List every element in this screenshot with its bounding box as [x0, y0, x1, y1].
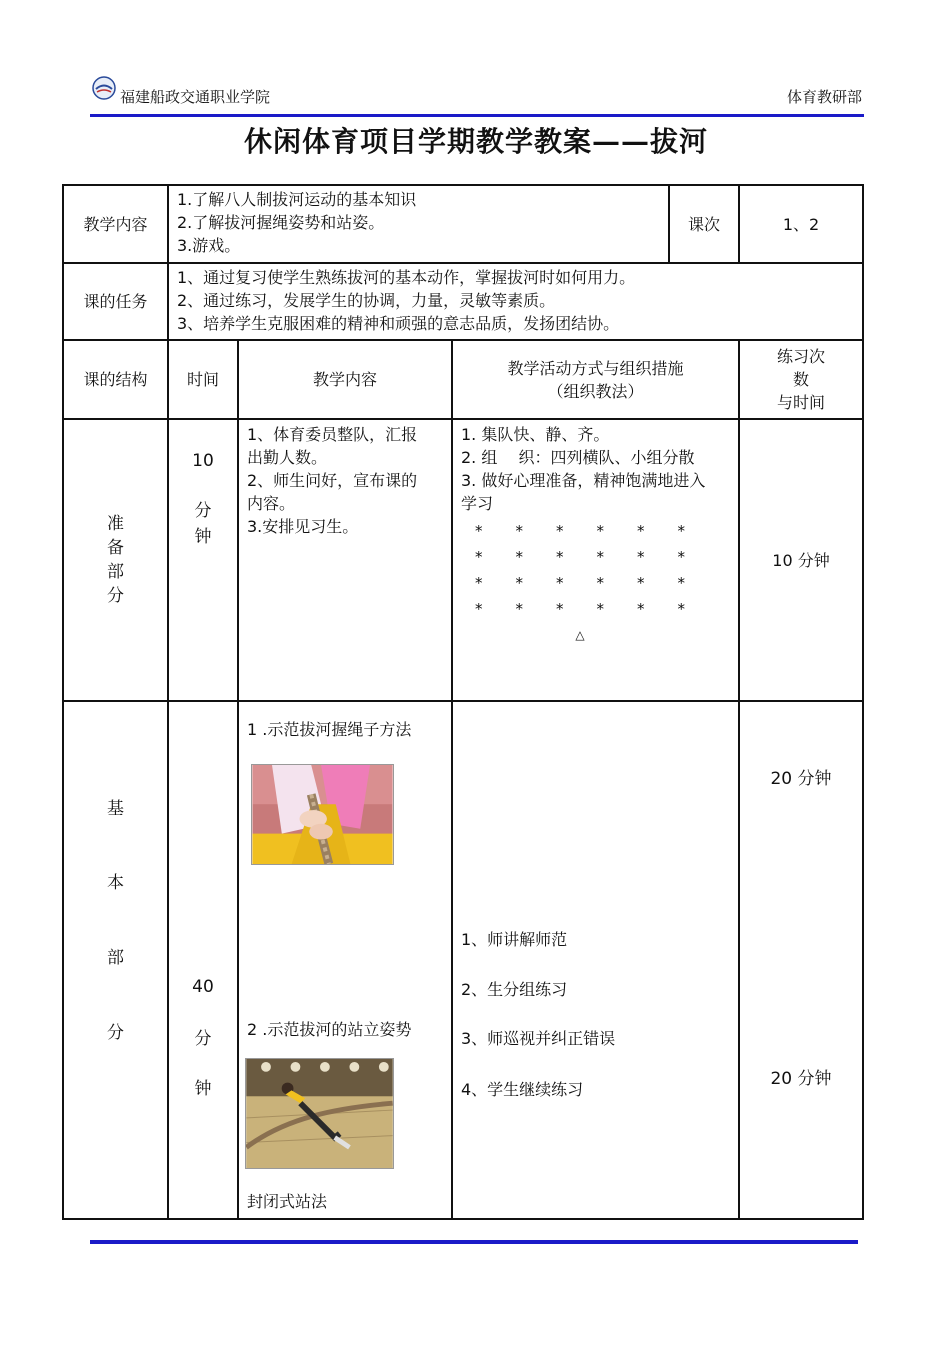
prep-method-line: 2. 组 织：四列横队、小组分散	[461, 448, 695, 467]
stance-demo-title: 2 .示范拔河的站立姿势	[247, 1020, 412, 1039]
tasks-cell	[168, 263, 863, 340]
standing-posture-photo	[245, 1058, 394, 1169]
student-marker: *	[596, 600, 604, 618]
formation-row	[475, 596, 685, 622]
dept-name: 体育教研部	[786, 88, 862, 106]
student-marker: *	[637, 574, 645, 592]
lesson-number-value: 1、2	[739, 185, 863, 263]
prep-method	[452, 419, 739, 701]
student-marker: *	[596, 574, 604, 592]
page-title: 休闲体育项目学期教学教案——拔河	[243, 125, 708, 158]
row-tasks	[63, 263, 863, 340]
student-marker: *	[475, 522, 483, 540]
basic-practice	[739, 701, 863, 1219]
prep-method-line: 1. 集队快、静、齐。	[461, 425, 610, 444]
grip-demo-title: 1 .示范拔河握绳子方法	[247, 720, 412, 739]
label-teaching-content: 教学内容	[63, 185, 168, 263]
student-marker: *	[515, 548, 523, 566]
basic-label-char: 分	[107, 1023, 124, 1043]
basic-practice-time: 20 分钟	[770, 769, 832, 789]
page-header	[90, 72, 864, 114]
student-marker: *	[475, 574, 483, 592]
teaching-content-cell	[168, 185, 669, 263]
header-content: 教学内容	[238, 340, 452, 419]
row-teaching-content	[63, 185, 863, 263]
basic-method-line: 3、师巡视并纠正错误	[461, 1029, 616, 1048]
student-marker: *	[596, 548, 604, 566]
prep-time	[168, 419, 238, 701]
basic-time-value: 40	[192, 977, 214, 997]
content-line: 2.了解拔河握绳姿势和站姿。	[177, 213, 385, 232]
student-marker: *	[637, 600, 645, 618]
lesson-plan-table	[62, 184, 864, 1220]
prep-label-char: 准	[107, 514, 124, 534]
student-marker: *	[556, 548, 564, 566]
prep-content-line: 内容。	[247, 494, 296, 513]
header-method	[452, 340, 739, 419]
task-line: 2、通过练习，发展学生的协调，力量，灵敏等素质。	[177, 291, 556, 310]
row-preparation	[63, 419, 863, 701]
student-marker: *	[596, 522, 604, 540]
header-time: 时间	[168, 340, 238, 419]
prep-practice-time: 10 分钟	[739, 419, 863, 701]
prep-label-char: 分	[107, 586, 124, 606]
student-marker: *	[677, 548, 685, 566]
label-preparation	[63, 419, 168, 701]
basic-method	[452, 701, 739, 1219]
student-marker: *	[677, 600, 685, 618]
content-line: 3.游戏。	[177, 236, 241, 255]
label-basic	[63, 701, 168, 1219]
student-marker: *	[556, 522, 564, 540]
formation-row	[475, 544, 685, 570]
formation-row	[475, 518, 685, 544]
row-column-headers	[63, 340, 863, 419]
prep-content-line: 3.安排见习生。	[247, 517, 359, 536]
prep-content	[238, 419, 452, 701]
header-practice-line: 练习次	[776, 347, 825, 366]
header-practice-line: 数	[792, 370, 809, 389]
basic-content	[238, 701, 452, 1219]
footer-rule	[90, 1240, 858, 1244]
basic-method-line: 1、师讲解师范	[461, 930, 568, 949]
prep-content-line: 1、体育委员整队，汇报	[247, 425, 418, 444]
student-marker: *	[677, 522, 685, 540]
basic-time-unit: 分	[194, 1029, 212, 1049]
prep-method-line: 3. 做好心理准备，精神饱满地进入	[461, 471, 706, 490]
student-marker: *	[556, 574, 564, 592]
header-practice-line: 与时间	[776, 393, 825, 412]
formation-row	[475, 570, 685, 596]
prep-content-line: 2、师生问好，宣布课的	[247, 471, 418, 490]
basic-label-char: 基	[107, 799, 124, 819]
basic-label-char: 部	[107, 948, 124, 968]
prep-time-value: 10	[192, 451, 214, 471]
prep-content-line: 出勤人数。	[247, 448, 328, 467]
student-marker: *	[515, 574, 523, 592]
student-marker: *	[475, 600, 483, 618]
rope-grip-photo	[251, 764, 394, 865]
label-tasks: 课的任务	[63, 263, 168, 340]
student-marker: *	[556, 600, 564, 618]
basic-method-line: 4、学生继续练习	[461, 1080, 584, 1099]
header-method-line: 教学活动方式与组织措施	[507, 358, 684, 378]
task-line: 3、培养学生克服困难的精神和顽强的意志品质，发扬团结协。	[177, 314, 620, 333]
label-lesson-number: 课次	[669, 185, 739, 263]
prep-label-char: 备	[107, 538, 124, 558]
header-rule	[90, 114, 864, 117]
content-line: 1.了解八人制拔河运动的基本知识	[177, 190, 417, 209]
basic-method-line: 2、生分组练习	[461, 980, 568, 999]
formation-diagram	[475, 518, 738, 647]
student-marker: *	[637, 522, 645, 540]
basic-practice-time: 20 分钟	[770, 1069, 832, 1089]
header-structure: 课的结构	[63, 340, 168, 419]
student-marker: *	[515, 600, 523, 618]
basic-label-char: 本	[107, 873, 124, 893]
basic-time	[168, 701, 238, 1219]
prep-time-unit: 钟	[194, 527, 212, 547]
org-name: 福建船政交通职业学院	[120, 88, 271, 106]
row-basic	[63, 701, 863, 1219]
basic-time-unit: 钟	[194, 1079, 212, 1099]
college-logo-icon	[92, 76, 116, 100]
prep-time-unit: 分	[194, 501, 212, 521]
student-marker: *	[637, 548, 645, 566]
prep-label-char: 部	[107, 562, 124, 582]
header-practice	[739, 340, 863, 419]
task-line: 1、通过复习使学生熟练拔河的基本动作，掌握拔河时如何用力。	[177, 268, 636, 287]
teacher-marker: △	[575, 628, 585, 642]
header-method-line: （组织教法）	[547, 381, 644, 401]
prep-method-line: 学习	[461, 494, 494, 513]
student-marker: *	[677, 574, 685, 592]
stance-caption: 封闭式站法	[247, 1192, 328, 1211]
student-marker: *	[475, 548, 483, 566]
student-marker: *	[515, 522, 523, 540]
